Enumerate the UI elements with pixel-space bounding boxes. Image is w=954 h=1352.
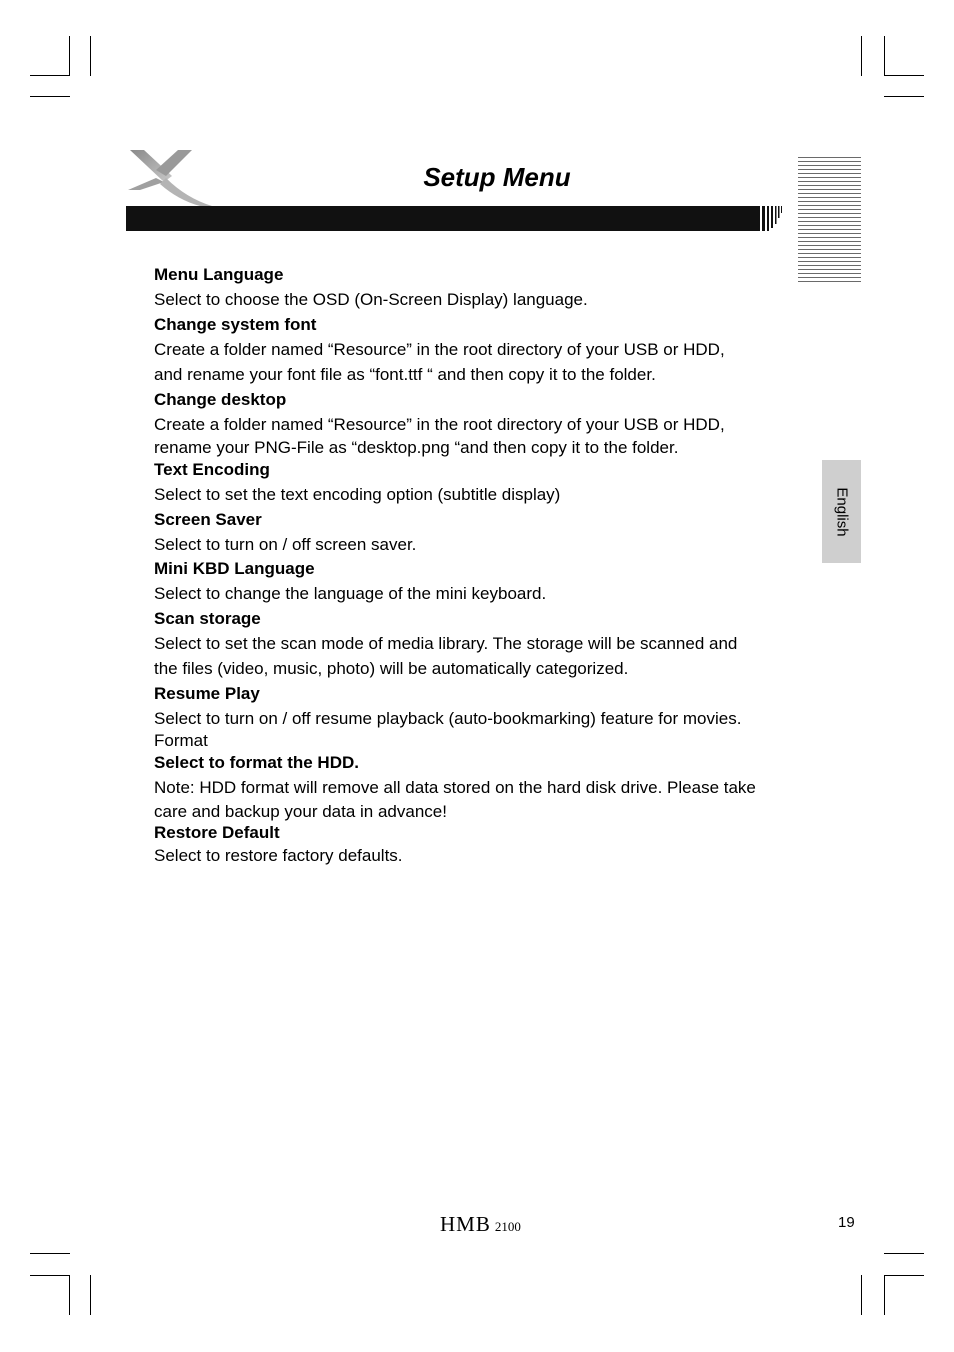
crop-mark bbox=[884, 1253, 924, 1254]
settings-descriptions bbox=[154, 263, 814, 868]
crop-mark bbox=[861, 1275, 862, 1315]
section-heading: Text Encoding bbox=[154, 460, 270, 479]
page-number: 19 bbox=[838, 1214, 855, 1231]
section-text: Select to turn on / off screen saver. bbox=[154, 534, 417, 554]
crop-mark bbox=[69, 36, 70, 76]
section-heading: Mini KBD Language bbox=[154, 559, 315, 578]
crop-mark bbox=[30, 96, 70, 97]
crop-mark bbox=[69, 1275, 70, 1315]
header-bar bbox=[126, 206, 760, 231]
footer-model bbox=[440, 1212, 521, 1237]
crop-mark bbox=[884, 1275, 924, 1276]
section-text: Select to turn on / off resume playback (auto-bookmarking) feature for movies. bbox=[154, 708, 742, 728]
crop-mark bbox=[90, 36, 91, 76]
section-text: Select to set the scan mode of media library. The storage will be scanned and bbox=[154, 633, 738, 653]
section-text: Select to change the language of the mini keyboard. bbox=[154, 584, 547, 603]
section-text: and rename your font file as “font.ttf “ and then copy it to the folder. bbox=[154, 365, 656, 384]
model-number: 2100 bbox=[494, 1219, 521, 1234]
section-text: Select to restore factory defaults. bbox=[154, 845, 403, 865]
section-text: Select to set the text encoding option (subtitle display) bbox=[154, 485, 561, 504]
crop-mark bbox=[30, 1275, 70, 1276]
language-tab bbox=[822, 460, 861, 563]
crop-mark bbox=[30, 1253, 70, 1254]
crop-mark bbox=[90, 1275, 91, 1315]
crop-mark bbox=[884, 36, 885, 76]
header-bar-dither bbox=[754, 206, 786, 231]
language-tab-label: English bbox=[833, 486, 850, 537]
section-text: Format bbox=[154, 731, 208, 750]
section-text: Create a folder named “Resource” in the root directory of your USB or HDD, bbox=[154, 414, 725, 434]
crop-mark bbox=[30, 75, 70, 76]
section-heading: Scan storage bbox=[154, 608, 261, 628]
section-text: Create a folder named “Resource” in the root directory of your USB or HDD, bbox=[154, 339, 725, 359]
crop-mark bbox=[884, 96, 924, 97]
section-heading: Screen Saver bbox=[154, 509, 262, 529]
section-heading: Resume Play bbox=[154, 683, 260, 703]
section-heading: Change system font bbox=[154, 314, 317, 334]
section-text: the files (video, music, photo) will be automatically categorized. bbox=[154, 659, 629, 678]
section-heading: Change desktop bbox=[154, 389, 287, 409]
section-heading: Restore Default bbox=[154, 822, 280, 842]
section-text: rename your PNG-File as “desktop.png “and then copy it to the folder. bbox=[154, 438, 679, 457]
x-logo-icon bbox=[126, 148, 216, 208]
section-heading: Select to format the HDD. bbox=[154, 753, 359, 772]
section-text: Note: HDD format will remove all data stored on the hard disk drive. Please take bbox=[154, 778, 756, 797]
section-text: care and backup your data in advance! bbox=[154, 801, 447, 821]
crop-mark bbox=[884, 75, 924, 76]
model-name: HMB bbox=[440, 1212, 491, 1236]
crop-mark bbox=[861, 36, 862, 76]
section-text: Select to choose the OSD (On-Screen Display) language. bbox=[154, 290, 588, 309]
section-heading: Menu Language bbox=[154, 265, 284, 284]
page-title: Setup Menu bbox=[423, 162, 571, 192]
crop-mark bbox=[884, 1275, 885, 1315]
